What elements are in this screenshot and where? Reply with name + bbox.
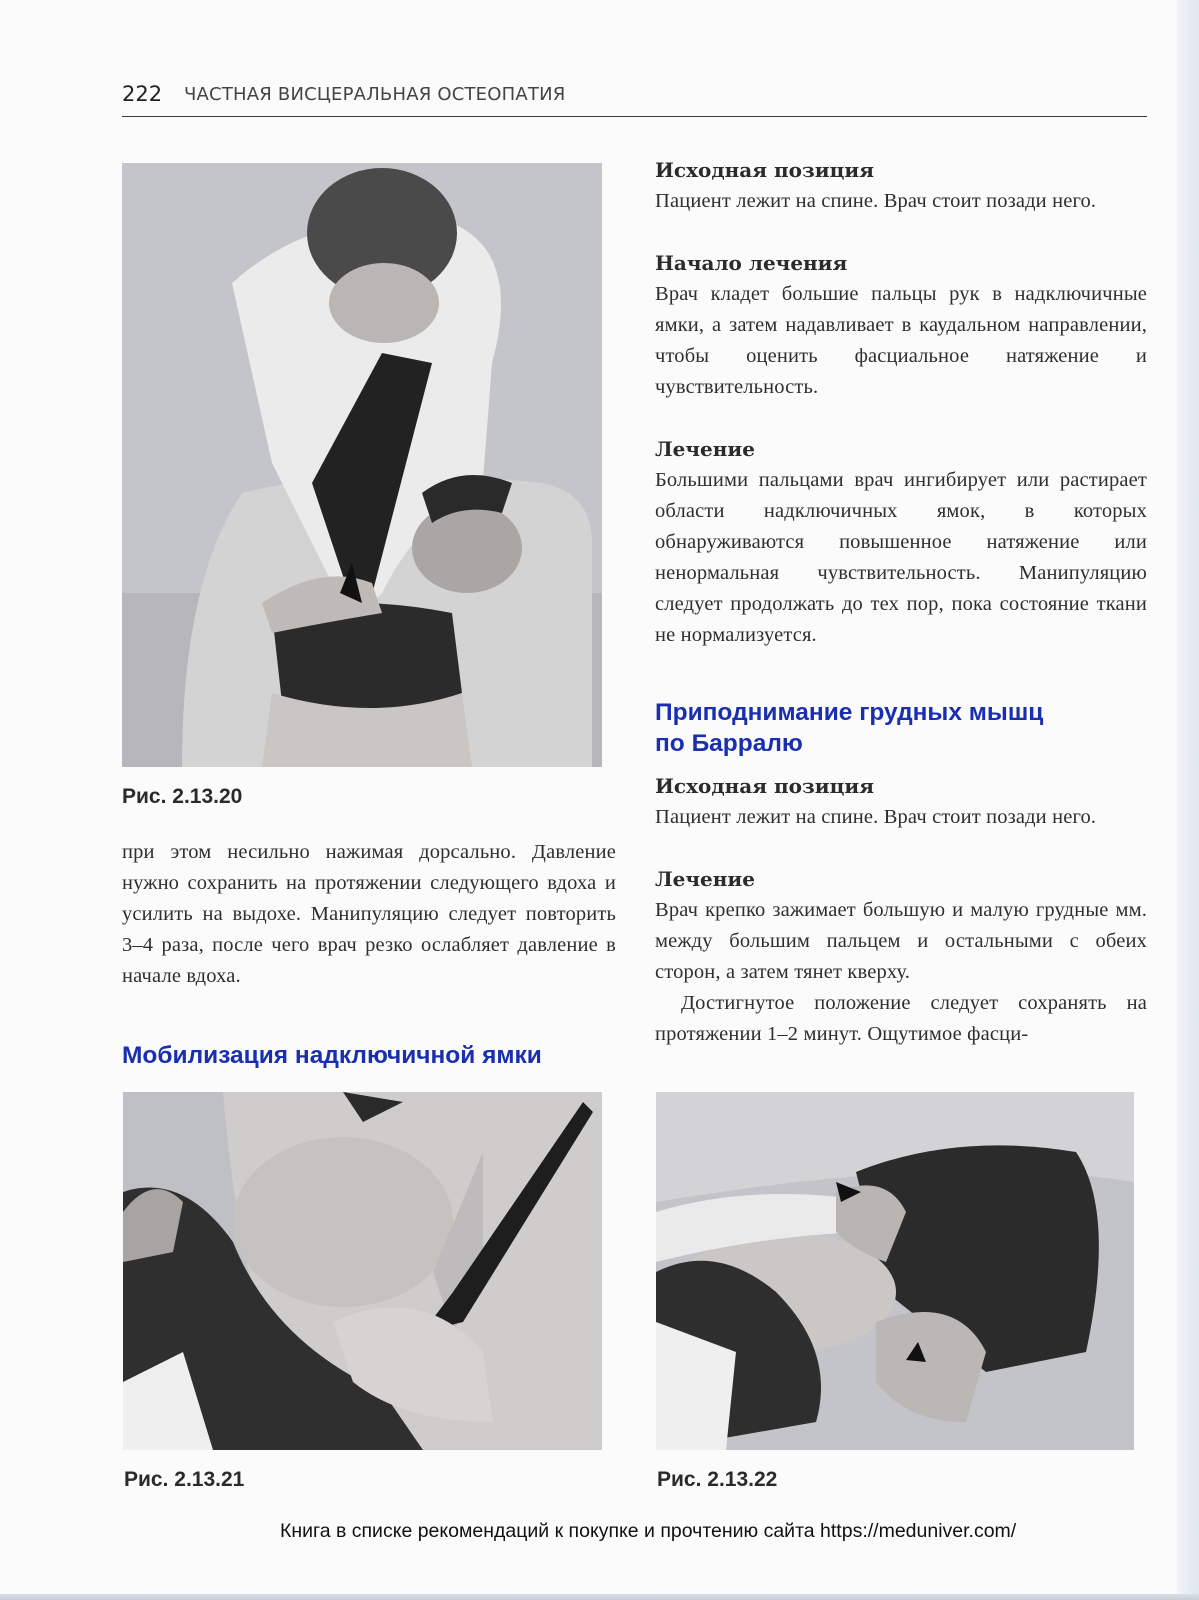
subheading: Лечение [655, 437, 755, 461]
figure-caption: Рис. 2.13.22 [657, 1468, 778, 1491]
subheading: Исходная позиция [655, 774, 874, 798]
section-heading-block [122, 1040, 616, 1071]
running-head [122, 80, 1147, 117]
paragraph: Врач крепко зажимает большую и малую грудные мм. между большим пальцем и остальными с обеих сторон, а затем тянет кверху. [655, 899, 1147, 983]
paragraph: Пациент лежит на спине. Врач стоит позади него. [655, 190, 1097, 212]
figure-photo-2-13-21 [123, 1092, 602, 1450]
section-title-line: Приподнимание грудных мышц [655, 699, 1044, 726]
figure-caption: Рис. 2.13.21 [124, 1468, 245, 1491]
paragraph: Врач кладет большие пальцы рук в надключичные ямки, а затем надавливает в каудальном направлении, чтобы оценить фасциальное натяжение и чувствительность. [655, 283, 1147, 398]
figure-photo-2-13-20 [122, 163, 602, 767]
footer-note: Книга в списке рекомендаций к покупке и прочтению сайта https://meduniver.com/ [280, 1520, 1017, 1542]
paragraph: Достигнутое положение следует сохранять на протяжении 1–2 минут. Ощутимое фасци- [655, 992, 1147, 1045]
figure-caption: Рис. 2.13.20 [122, 785, 243, 808]
left-column [122, 837, 616, 992]
figure-photo-2-13-22 [656, 1092, 1134, 1450]
paragraph: Большими пальцами врач ингибирует или растирает области надключичных ямок, в которых обнаруживаются повышенное натяжение или ненормальная чувствительность. Манипуляцию следует продолжать до тех пор, пока состояние ткани не нормализуется. [655, 469, 1147, 646]
subheading: Лечение [655, 867, 755, 891]
page-number: 222 [122, 82, 163, 106]
page-edge [1177, 0, 1199, 1600]
section-title: Мобилизация надключичной ямки [122, 1042, 542, 1069]
book-title: ЧАСТНАЯ ВИСЦЕРАЛЬНАЯ ОСТЕОПАТИЯ [184, 84, 566, 105]
right-column [655, 155, 1147, 1050]
paragraph: при этом несильно нажимая дорсально. Давление нужно сохранить на протяжении следующего вдоха и усилить на выдохе. Манипуляцию следует повторить 3–4 раза, после чего врач резко ослабляет давление в начале вдоха. [122, 841, 616, 987]
page-bottom-edge [0, 1594, 1199, 1600]
subheading: Исходная позиция [655, 158, 874, 182]
section-title-line: по Барралю [655, 730, 803, 757]
subheading: Начало лечения [655, 251, 848, 275]
paragraph: Пациент лежит на спине. Врач стоит позади него. [655, 806, 1097, 828]
